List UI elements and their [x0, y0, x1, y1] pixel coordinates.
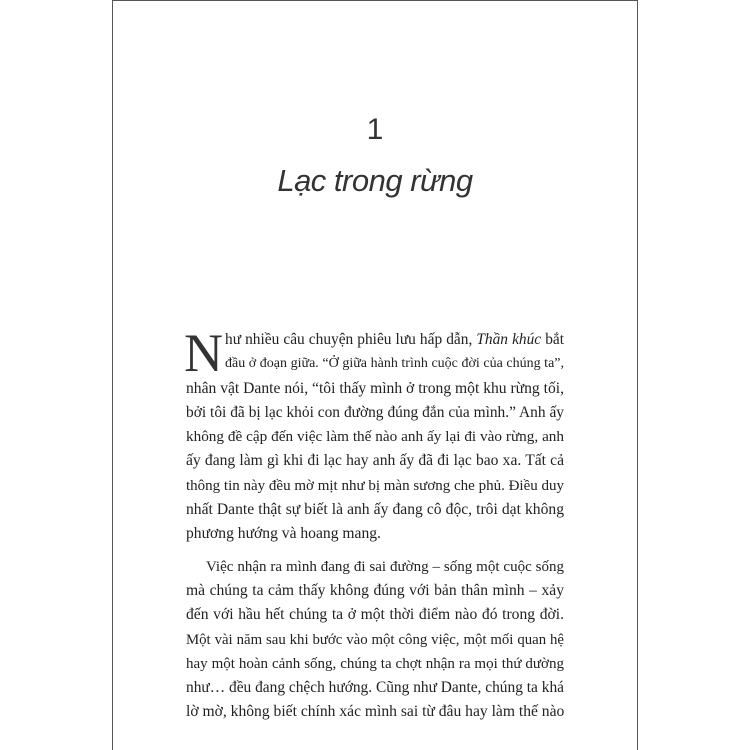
book-title-italic: Thần khúc: [476, 331, 542, 348]
text-line: thông tin này đều mờ mịt như bị màn sương che phủ. Điều duy: [186, 477, 564, 494]
text-line: hay một hoàn cảnh sống, chúng ta chợt nhận ra mọi thứ dường: [186, 655, 564, 672]
chapter-body: [184, 323, 565, 725]
text-line: phương hướng và hoang mang.: [186, 525, 381, 543]
text-line: đầu ở đoạn giữa. “Ở giữa hành trình cuộc đời của chúng ta”,: [225, 356, 564, 372]
text-line: như… đều đang chệch hướng. Cũng như Dante, chúng ta khá: [186, 679, 564, 697]
text-line: lờ mờ, không biết chính xác mình sai từ đâu hay làm thế nào: [186, 703, 565, 721]
text-line: nhân vật Dante nói, “tôi thấy mình ở trong một khu rừng tối,: [186, 379, 564, 397]
chapter-number: 1: [366, 113, 384, 146]
text-line: không đề cập đến việc làm thế nào anh ấy lại đi vào rừng, anh: [186, 428, 564, 446]
text-line: nhất Dante thật sự biết là anh ấy đang cô độc, trôi dạt không: [186, 501, 564, 519]
paragraph-2: [186, 555, 564, 725]
drop-cap: N: [184, 323, 223, 383]
text-line: đến với hầu hết chúng ta ở một thời điểm nào đó trong đời.: [186, 606, 564, 624]
text-line: hư nhiều câu chuyện phiêu lưu hấp dẫn, Thần khúc bắt: [225, 331, 564, 348]
text-line: Việc nhận ra mình đang đi sai đường – sống một cuộc sống: [206, 558, 564, 575]
text-line: ấy đang làm gì khi đi lạc hay anh ấy đã đi lạc bao xa. Tất cả: [186, 452, 564, 470]
chapter-title: Lạc trong rừng: [277, 163, 473, 198]
text-line: mà chúng ta cảm thấy không đúng với bản thân mình – xảy: [186, 581, 564, 599]
text-line: Một vài năm sau khi bước vào một công việc, một mối quan hệ: [186, 631, 564, 648]
paragraph-1: [184, 323, 564, 547]
text-line: bởi tôi đã bị lạc khỏi con đường đúng đắn của mình.” Anh ấy: [186, 403, 564, 421]
